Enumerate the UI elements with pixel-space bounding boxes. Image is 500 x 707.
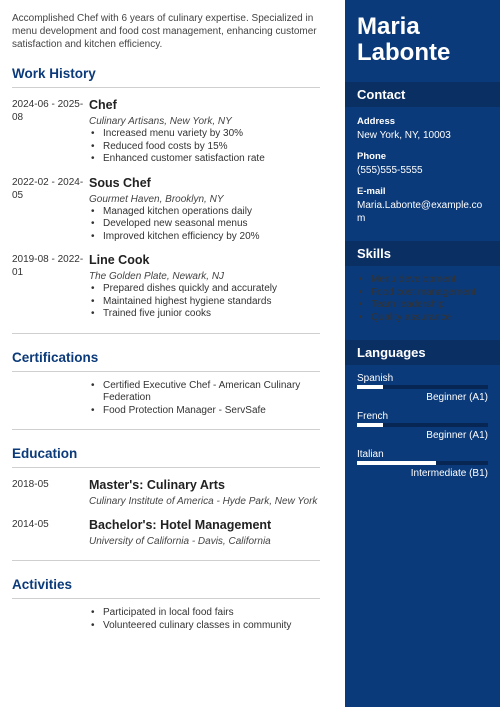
proficiency-bar <box>357 423 488 427</box>
work-entry <box>12 253 333 321</box>
employer: Culinary Artisans, New York, NY <box>89 116 232 127</box>
language-name: French <box>357 411 389 422</box>
phone-value: (555)555-5555 <box>357 165 423 176</box>
certifications-list <box>89 380 313 418</box>
language-level: Beginner (A1) <box>426 392 488 403</box>
summary: Accomplished Chef with 6 years of culinary expertise. Specialized in menu development and food cost management, enhancing customer satisfaction and kitchen efficiency. <box>12 13 317 50</box>
language-name: Spanish <box>357 373 394 384</box>
language-item <box>345 411 500 441</box>
proficiency-fill <box>357 461 436 465</box>
skills-list <box>345 266 500 324</box>
job-bullets <box>89 128 333 166</box>
work-history-heading: Work History <box>12 66 320 88</box>
degree: Master's: Culinary Arts <box>89 478 225 492</box>
proficiency-bar <box>357 385 488 389</box>
address-value: New York, NY, 10003 <box>357 130 451 141</box>
work-entry <box>12 98 333 166</box>
list-item: • Developed new seasonal menus <box>89 218 333 231</box>
school: Culinary Institute of America - Hyde Park, New York <box>89 496 318 507</box>
degree-type: Master's <box>89 478 140 492</box>
work-date: 2022-02 - 2024-05 <box>12 176 84 201</box>
job-title: Line Cook <box>89 253 150 267</box>
list-item: • Trained five junior cooks <box>89 308 333 321</box>
list-item: • Enhanced customer satisfaction rate <box>89 153 333 166</box>
list-item: • Improved kitchen efficiency by 20% <box>89 231 333 244</box>
contact-heading: Contact <box>345 82 500 107</box>
degree: Bachelor's: Hotel Management <box>89 518 272 532</box>
last-name: Labonte <box>357 39 451 66</box>
languages-heading: Languages <box>345 340 500 365</box>
certifications-heading: Certifications <box>12 350 320 372</box>
degree-field: Hotel Management <box>160 518 272 532</box>
work-date: 2019-08 - 2022-01 <box>12 254 84 278</box>
language-item <box>345 449 500 479</box>
list-item: • Team leadership <box>357 299 488 312</box>
degree-field: Culinary Arts <box>146 478 225 492</box>
list-item: • Food cost management <box>357 287 488 300</box>
list-item: • Participated in local food fairs <box>89 607 313 620</box>
education-date: 2014-05 <box>12 519 49 530</box>
candidate-name <box>345 0 500 66</box>
phone-label: Phone <box>357 151 387 162</box>
list-item: • Increased menu variety by 30% <box>89 128 333 141</box>
list-item: • Food Protection Manager - ServSafe <box>89 405 313 418</box>
employer: The Golden Plate, Newark, NJ <box>89 271 225 282</box>
divider <box>12 560 320 561</box>
list-item: • Quality assurance <box>357 312 488 325</box>
proficiency-bar <box>357 461 488 465</box>
education-heading: Education <box>12 446 320 468</box>
email-label: E-mail <box>357 186 386 197</box>
address-label: Address <box>357 116 396 127</box>
skills-heading: Skills <box>345 241 500 266</box>
list-item: • Certified Executive Chef - American Culinary Federation <box>89 380 313 405</box>
activities-heading: Activities <box>12 577 320 599</box>
education-date: 2018-05 <box>12 479 49 490</box>
list-item: • Managed kitchen operations daily <box>89 206 333 219</box>
proficiency-fill <box>357 423 383 427</box>
proficiency-fill <box>357 385 383 389</box>
job-title: Chef <box>89 98 117 112</box>
list-item: • Menu development <box>357 274 488 287</box>
work-date: 2024-06 - 2025-08 <box>12 99 84 123</box>
divider <box>12 333 320 334</box>
job-bullets <box>89 206 333 244</box>
education-entry <box>12 478 333 508</box>
school: University of California - Davis, California <box>89 536 271 547</box>
list-item: • Volunteered culinary classes in community <box>89 620 313 633</box>
resume-sidebar <box>345 0 500 707</box>
language-level: Beginner (A1) <box>426 430 488 441</box>
employer: Gourmet Haven, Brooklyn, NY <box>89 193 224 205</box>
divider <box>12 429 320 430</box>
language-name: Italian <box>357 449 384 460</box>
list-item: • Reduced food costs by 15% <box>89 141 333 154</box>
work-entry <box>12 176 333 244</box>
job-title: Sous Chef <box>89 175 151 190</box>
activities-list <box>89 607 313 632</box>
list-item: • Prepared dishes quickly and accurately <box>89 283 333 296</box>
first-name: Maria <box>357 13 420 40</box>
job-bullets <box>89 283 333 321</box>
email-value: Maria.Labonte@example.com <box>357 200 483 224</box>
education-entry <box>12 518 333 548</box>
list-item: • Maintained highest hygiene standards <box>89 296 333 309</box>
language-item <box>345 373 500 403</box>
degree-type: Bachelor's <box>89 518 153 532</box>
language-level: Intermediate (B1) <box>410 468 488 479</box>
